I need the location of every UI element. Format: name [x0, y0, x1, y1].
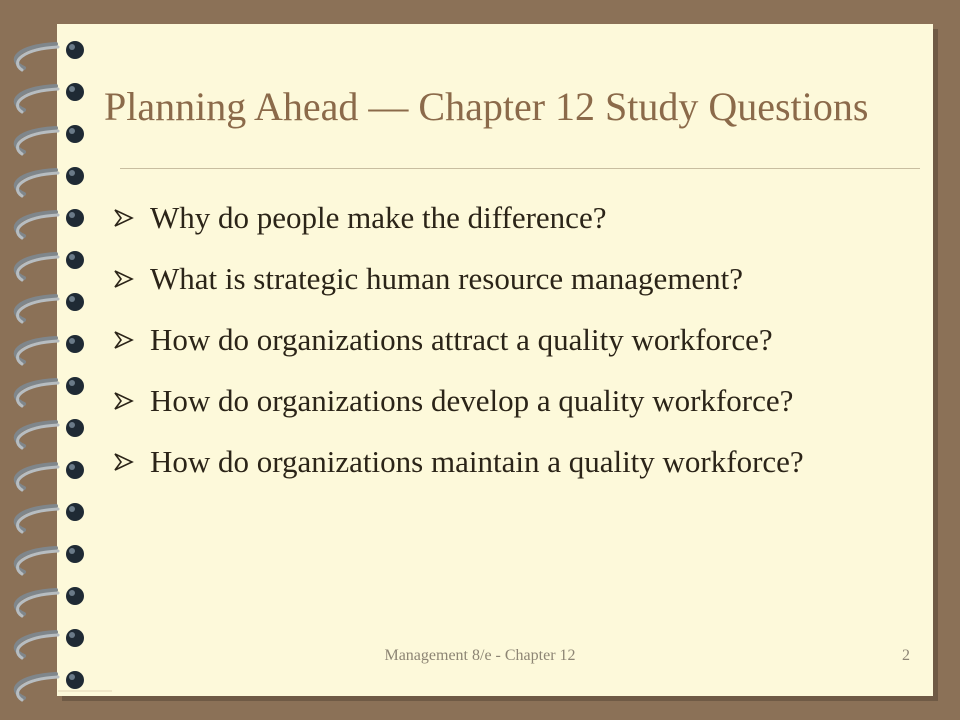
study-question-4	[110, 379, 910, 423]
slide-footer: Management 8/e - Chapter 12	[384, 647, 576, 664]
arrowhead-bullet-icon	[114, 330, 134, 350]
study-question-3	[110, 318, 910, 362]
page-bottom-accent	[58, 690, 112, 692]
arrowhead-bullet-icon	[114, 391, 134, 411]
title-divider	[120, 168, 920, 169]
study-question-5	[110, 440, 910, 484]
slide-page-number: 2	[902, 647, 910, 664]
study-question-1	[110, 196, 910, 240]
study-question-text: What is strategic human resource management?	[150, 261, 744, 296]
study-question-text: How do organizations attract a quality workforce?	[150, 322, 773, 357]
arrowhead-bullet-icon	[114, 452, 134, 472]
study-questions-list	[110, 196, 910, 501]
arrowhead-bullet-icon	[114, 269, 134, 289]
slide-title: Planning Ahead — Chapter 12 Study Questions	[104, 84, 869, 129]
study-question-text: How do organizations develop a quality workforce?	[150, 383, 794, 418]
study-question-2	[110, 257, 910, 301]
study-question-text: Why do people make the difference?	[150, 200, 607, 235]
spiral-binding-icon	[0, 0, 120, 720]
study-question-text: How do organizations maintain a quality workforce?	[150, 444, 804, 479]
arrowhead-bullet-icon	[114, 208, 134, 228]
